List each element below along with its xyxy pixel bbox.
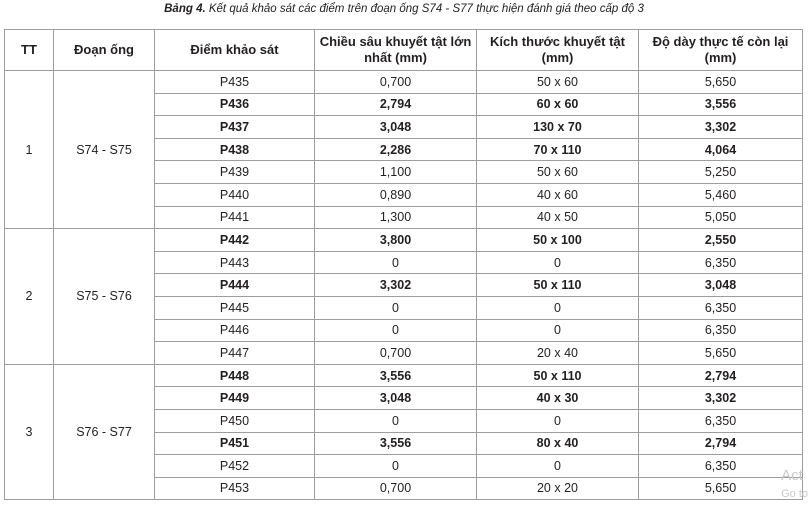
defect-depth: 3,556 (315, 432, 477, 455)
remaining-thickness: 5,250 (639, 161, 803, 184)
survey-point: P447 (155, 342, 315, 365)
watermark-line-1: Act (781, 467, 803, 484)
defect-size: 0 (477, 409, 639, 432)
header-point: Điểm khảo sát (155, 30, 315, 71)
table-row (5, 364, 803, 387)
defect-size: 60 x 60 (477, 93, 639, 116)
survey-point: P448 (155, 364, 315, 387)
defect-depth: 0 (315, 319, 477, 342)
header-row (5, 30, 803, 71)
caption-text: Kết quả khảo sát các điểm trên đoạn ống S74 - S77 thực hiện đánh giá theo cấp độ 3 (205, 3, 644, 15)
remaining-thickness: 5,460 (639, 183, 803, 206)
remaining-thickness: 2,550 (639, 229, 803, 252)
survey-point: P435 (155, 71, 315, 94)
header-segment: Đoạn ống (54, 30, 155, 71)
survey-point: P442 (155, 229, 315, 252)
defect-size: 0 (477, 319, 639, 342)
survey-point: P446 (155, 319, 315, 342)
defect-size: 40 x 30 (477, 387, 639, 410)
survey-point: P441 (155, 206, 315, 229)
survey-point: P445 (155, 296, 315, 319)
defect-size: 0 (477, 251, 639, 274)
survey-point: P449 (155, 387, 315, 410)
remaining-thickness: 2,794 (639, 432, 803, 455)
defect-depth: 3,556 (315, 364, 477, 387)
pipe-segment: S74 - S75 (54, 71, 155, 229)
defect-size: 50 x 60 (477, 161, 639, 184)
header-tt: TT (5, 30, 54, 71)
activation-watermark (781, 467, 808, 503)
survey-point: P436 (155, 93, 315, 116)
defect-depth: 0,890 (315, 183, 477, 206)
survey-point: P438 (155, 138, 315, 161)
remaining-thickness: 6,350 (639, 296, 803, 319)
defect-depth: 0,700 (315, 71, 477, 94)
table-body (5, 71, 803, 500)
defect-depth: 0 (315, 455, 477, 478)
defect-size: 80 x 40 (477, 432, 639, 455)
defect-depth: 3,048 (315, 116, 477, 139)
defect-depth: 2,794 (315, 93, 477, 116)
defect-depth: 3,800 (315, 229, 477, 252)
defect-depth: 3,048 (315, 387, 477, 410)
defect-depth: 1,300 (315, 206, 477, 229)
defect-size: 50 x 60 (477, 71, 639, 94)
survey-point: P443 (155, 251, 315, 274)
group-number: 1 (5, 71, 54, 229)
defect-depth: 3,302 (315, 274, 477, 297)
defect-depth: 0 (315, 409, 477, 432)
remaining-thickness: 6,350 (639, 251, 803, 274)
defect-size: 70 x 110 (477, 138, 639, 161)
watermark-line-2: Go to (781, 488, 808, 500)
survey-point: P444 (155, 274, 315, 297)
header-size: Kích thước khuyết tật (mm) (477, 30, 639, 71)
remaining-thickness: 3,302 (639, 387, 803, 410)
remaining-thickness: 4,064 (639, 138, 803, 161)
defect-size: 40 x 60 (477, 183, 639, 206)
remaining-thickness: 3,048 (639, 274, 803, 297)
table-caption (0, 3, 808, 15)
survey-point: P450 (155, 409, 315, 432)
defect-size: 50 x 110 (477, 364, 639, 387)
remaining-thickness: 6,350 (639, 409, 803, 432)
caption-label: Bảng 4. (164, 3, 206, 15)
defect-size: 40 x 50 (477, 206, 639, 229)
survey-point: P451 (155, 432, 315, 455)
remaining-thickness: 3,556 (639, 93, 803, 116)
header-thickness: Độ dày thực tế còn lại (mm) (639, 30, 803, 71)
defect-depth: 1,100 (315, 161, 477, 184)
defect-depth: 0 (315, 296, 477, 319)
table-row (5, 71, 803, 94)
defect-size: 130 x 70 (477, 116, 639, 139)
remaining-thickness: 5,650 (639, 477, 803, 500)
remaining-thickness: 3,302 (639, 116, 803, 139)
pipe-segment: S75 - S76 (54, 229, 155, 365)
defect-depth: 0,700 (315, 342, 477, 365)
defect-size: 20 x 40 (477, 342, 639, 365)
remaining-thickness: 5,650 (639, 342, 803, 365)
defect-depth: 2,286 (315, 138, 477, 161)
defect-depth: 0 (315, 251, 477, 274)
table-row (5, 229, 803, 252)
defect-depth: 0,700 (315, 477, 477, 500)
defect-size: 20 x 20 (477, 477, 639, 500)
survey-point: P437 (155, 116, 315, 139)
defect-size: 50 x 110 (477, 274, 639, 297)
group-number: 2 (5, 229, 54, 365)
defect-size: 0 (477, 455, 639, 478)
pipe-segment: S76 - S77 (54, 364, 155, 500)
remaining-thickness: 6,350 (639, 319, 803, 342)
survey-point: P440 (155, 183, 315, 206)
header-depth: Chiều sâu khuyết tật lớn nhất (mm) (315, 30, 477, 71)
remaining-thickness: 2,794 (639, 364, 803, 387)
survey-table (4, 29, 803, 500)
remaining-thickness: 6,350 (639, 455, 803, 478)
survey-point: P452 (155, 455, 315, 478)
remaining-thickness: 5,050 (639, 206, 803, 229)
group-number: 3 (5, 364, 54, 500)
survey-point: P453 (155, 477, 315, 500)
defect-size: 0 (477, 296, 639, 319)
survey-point: P439 (155, 161, 315, 184)
remaining-thickness: 5,650 (639, 71, 803, 94)
defect-size: 50 x 100 (477, 229, 639, 252)
